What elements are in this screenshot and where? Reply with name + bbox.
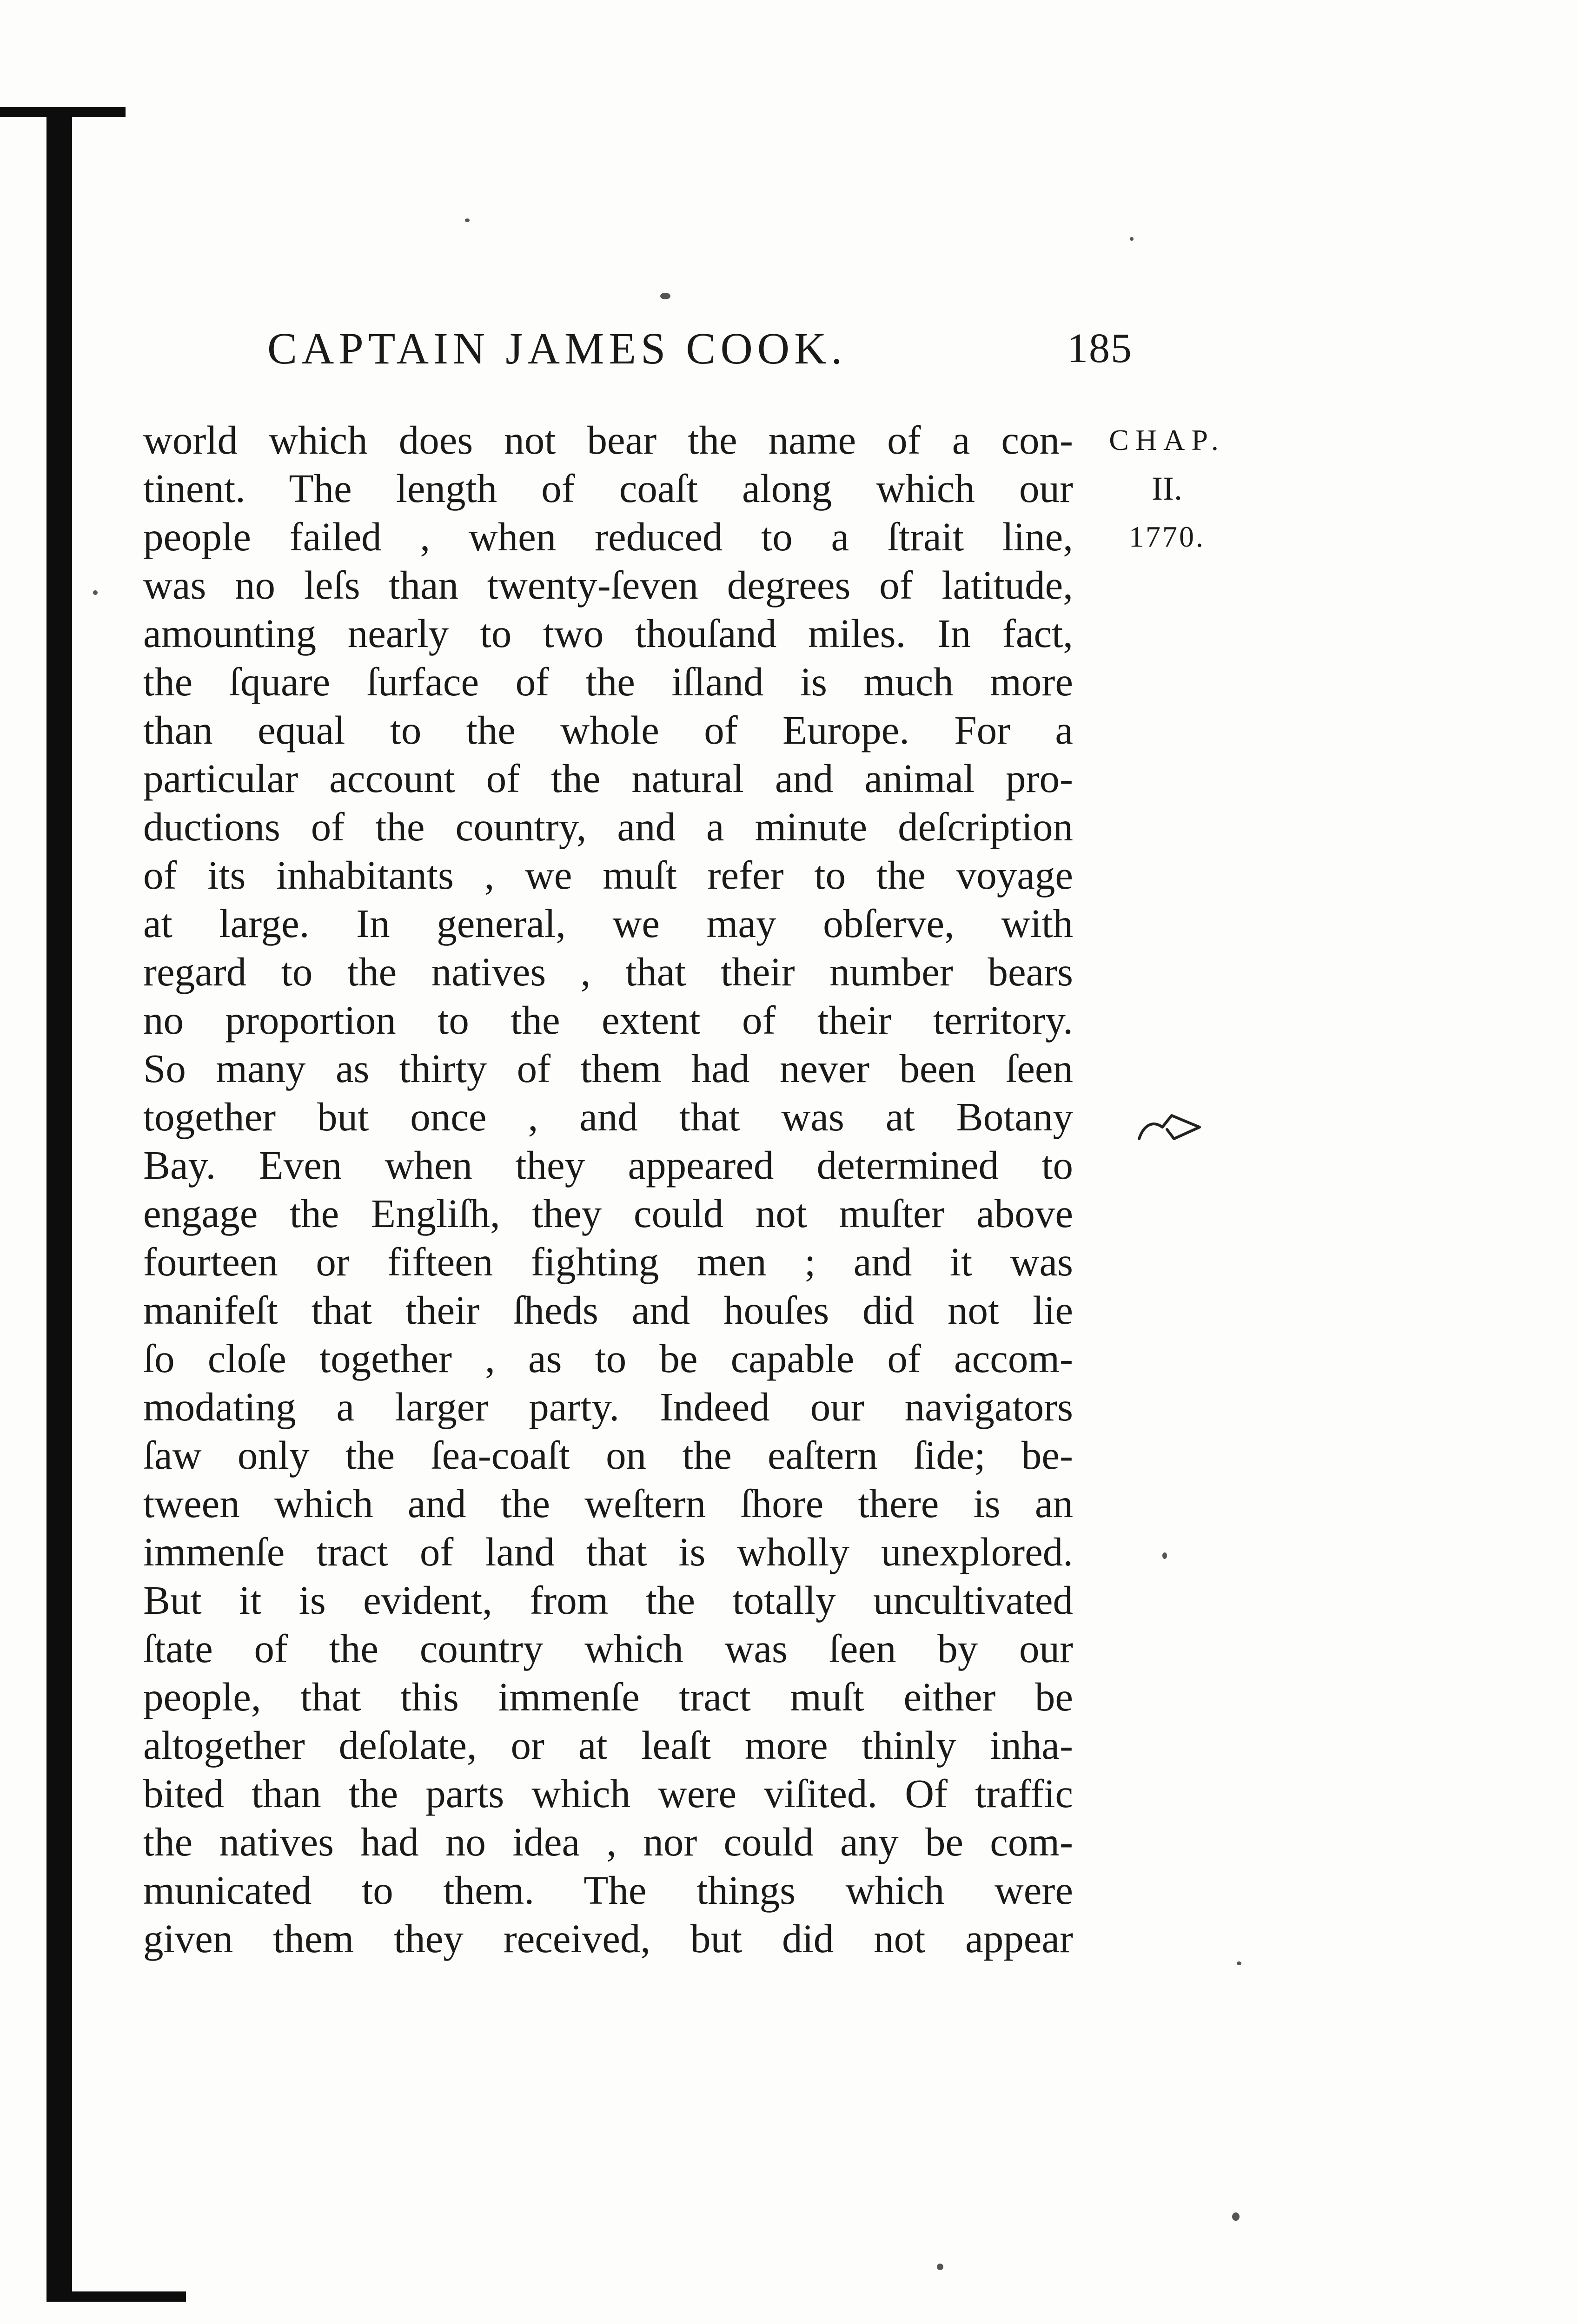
scan-speck (93, 590, 98, 595)
text-line: tinent. The length of coaſt along which our (143, 466, 1073, 511)
text-line: of its inhabitants , we muſt refer to the voyage (143, 852, 1073, 898)
text-line: immenſe tract of land that is wholly unexplored. (143, 1529, 1073, 1574)
text-line: at large. In general, we may obſerve, with (143, 901, 1073, 946)
text-line: no proportion to the extent of their territory. (143, 997, 1073, 1043)
text-line: bited than the parts which were viſited. Of traffic (143, 1771, 1073, 1816)
text-line: people failed , when reduced to a ſtrait line, (143, 514, 1073, 559)
margin-year: 1770. (1129, 520, 1205, 553)
text-line: tween which and the weſtern ſhore there is an (143, 1481, 1073, 1526)
scan-speck (1162, 1552, 1167, 1559)
text-line: together but once , and that was at Botany (143, 1094, 1073, 1139)
text-line: Bay. Even when they appeared determined to (143, 1142, 1073, 1188)
scan-speck (1232, 2212, 1240, 2221)
scan-speck (660, 293, 670, 299)
text-line: manifeſt that their ſheds and houſes did not lie (143, 1287, 1073, 1333)
text-line: So many as thirty of them had never been ſeen (143, 1046, 1073, 1091)
binding-edge-top (0, 107, 126, 117)
binding-edge-bottom (46, 2291, 186, 2302)
text-line: But it is evident, from the totally uncultivated (143, 1578, 1073, 1623)
scan-speck (465, 218, 470, 222)
text-line: ſtate of the country which was ſeen by our (143, 1626, 1073, 1671)
text-line: world which does not bear the name of a con- (143, 417, 1073, 462)
text-line: amounting nearly to two thouſand miles. In fact, (143, 611, 1073, 656)
scan-speck (1237, 1961, 1241, 1965)
text-line: was no leſs than twenty-ſeven degrees of latitude, (143, 562, 1073, 607)
text-line: altogether deſolate, or at leaſt more thinly inha- (143, 1723, 1073, 1768)
binding-edge (46, 107, 72, 2301)
text-line: municated to them. The things which were (143, 1868, 1073, 1913)
handwritten-pointer-icon (1134, 1106, 1209, 1148)
text-line: regard to the natives , that their number bears (143, 949, 1073, 994)
text-line: ſo cloſe together , as to be capable of accom- (143, 1336, 1073, 1381)
running-head-title: CAPTAIN JAMES COOK. (267, 324, 847, 373)
page-number: 185 (1067, 325, 1133, 371)
text-line: modating a larger party. Indeed our navigators (143, 1384, 1073, 1429)
text-line: particular account of the natural and animal pro- (143, 756, 1073, 801)
body-text (143, 416, 1073, 1963)
text-line: ſaw only the ſea-coaſt on the eaſtern ſide; be- (143, 1433, 1073, 1478)
text-line: fourteen or fifteen fighting men ; and it was (143, 1239, 1073, 1284)
text-line: the ſquare ſurface of the iſland is much more (143, 659, 1073, 704)
text-line: given them they received, but did not appear (143, 1916, 1073, 1961)
running-head (267, 321, 1133, 376)
text-line: the natives had no idea , nor could any be com- (143, 1819, 1073, 1864)
scan-speck (1130, 237, 1134, 241)
text-line: engage the Engliſh, they could not muſter above (143, 1191, 1073, 1236)
text-line: than equal to the whole of Europe. For a (143, 707, 1073, 753)
margin-chapter-number: II. (1152, 470, 1182, 507)
margin-note (1083, 416, 1251, 561)
text-line: ductions of the country, and a minute deſcription (143, 804, 1073, 849)
margin-chap-label: CHAP. (1109, 423, 1225, 456)
text-line: people, that this immenſe tract muſt either be (143, 1674, 1073, 1719)
scan-speck (937, 2264, 943, 2270)
